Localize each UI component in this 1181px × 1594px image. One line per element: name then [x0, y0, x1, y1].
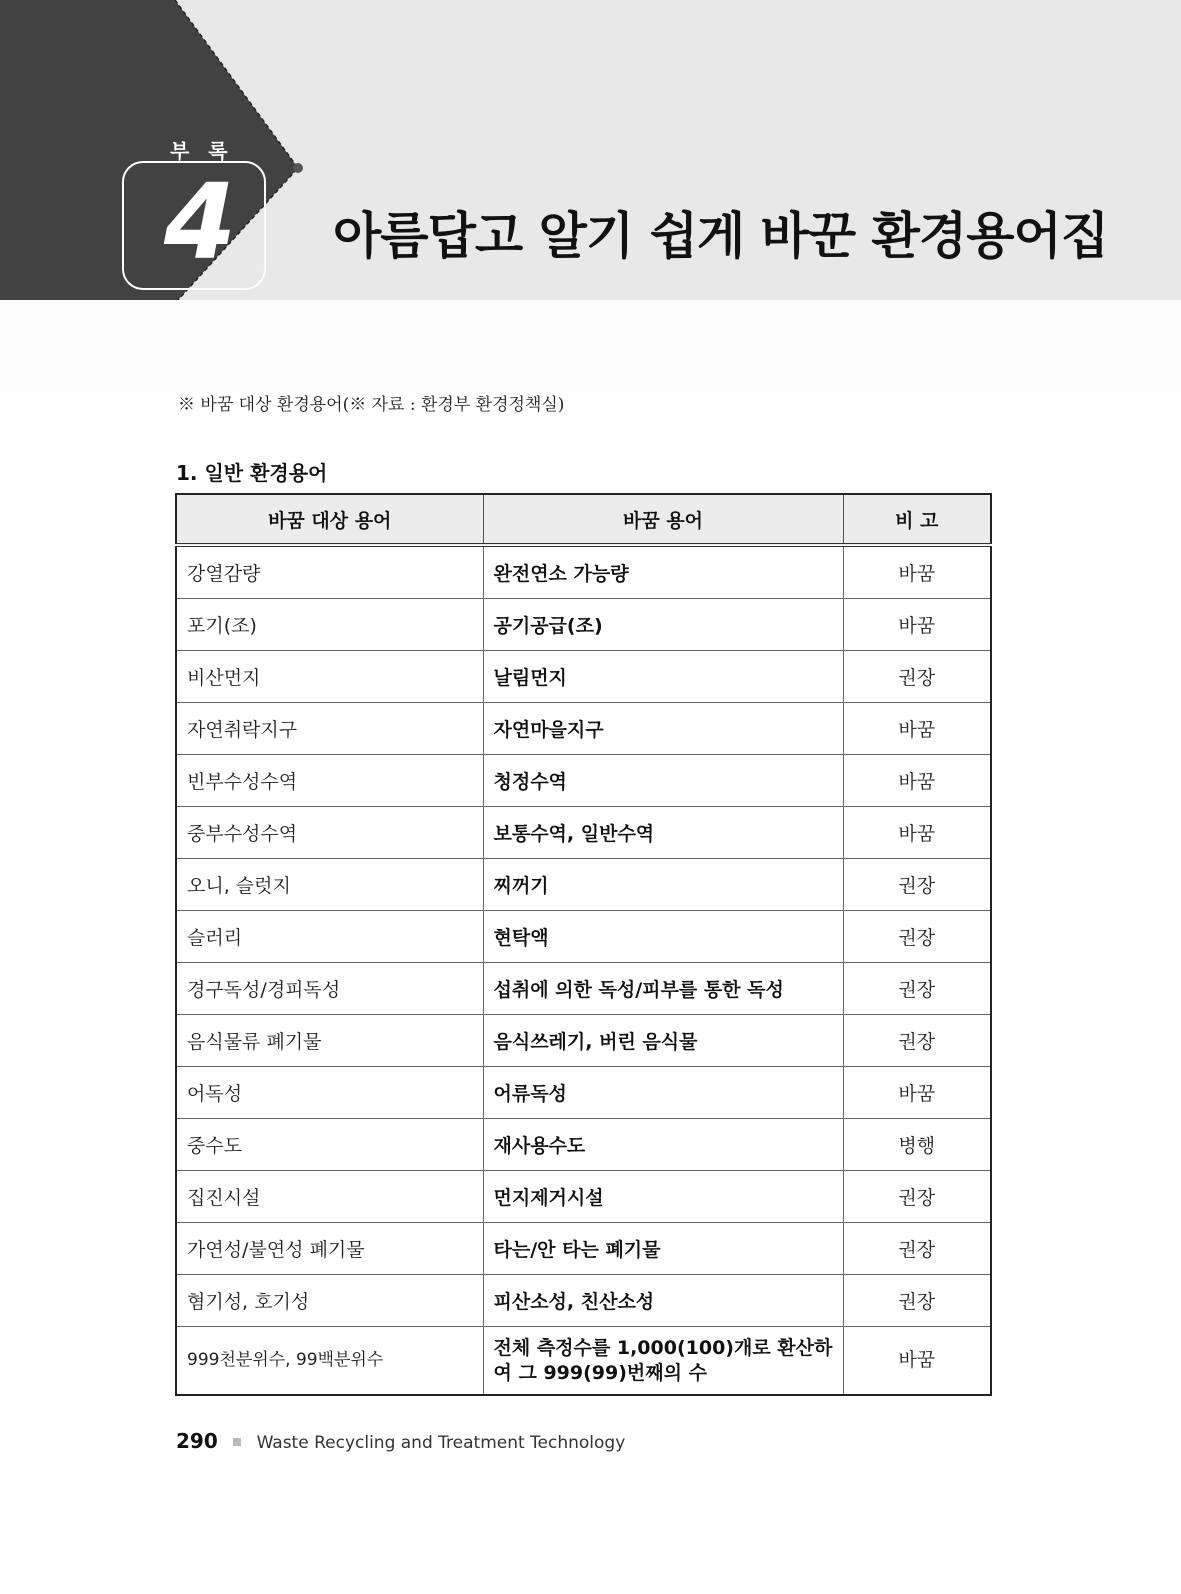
original-term: 중부수성수역: [176, 807, 483, 859]
original-term: 포기(조): [176, 599, 483, 651]
replacement-term: 날림먼지: [483, 651, 843, 703]
note-cell: 바꿈: [843, 703, 991, 755]
replacement-term: 재사용수도: [483, 1119, 843, 1171]
note-cell: 바꿈: [843, 807, 991, 859]
section-heading: 1. 일반 환경용어: [176, 461, 328, 485]
note-cell: 권장: [843, 651, 991, 703]
note-cell: 바꿈: [843, 1067, 991, 1119]
replacement-term: 먼지제거시설: [483, 1171, 843, 1223]
chapter-badge-graphic: [0, 0, 310, 300]
note-cell: 바꿈: [843, 599, 991, 651]
table-header-row: [176, 494, 991, 545]
note-cell: 권장: [843, 859, 991, 911]
replacement-term: 어류독성: [483, 1067, 843, 1119]
replacement-term: 공기공급(조): [483, 599, 843, 651]
original-term: 가연성/불연성 폐기물: [176, 1223, 483, 1275]
table-row: [176, 1275, 991, 1327]
table-row: [176, 545, 991, 599]
appendix-label: 부 록: [170, 139, 234, 163]
table-row: [176, 807, 991, 859]
note-cell: 바꿈: [843, 545, 991, 599]
table-row: [176, 599, 991, 651]
table-row: [176, 963, 991, 1015]
original-term: 오니, 슬럿지: [176, 859, 483, 911]
table-row: [176, 1327, 991, 1396]
table-row: [176, 703, 991, 755]
replacement-term: 음식쓰레기, 버린 음식물: [483, 1015, 843, 1067]
table-row: [176, 1067, 991, 1119]
note-cell: 권장: [843, 1223, 991, 1275]
original-term: 어독성: [176, 1067, 483, 1119]
original-term: 음식물류 폐기물: [176, 1015, 483, 1067]
source-note: ※ 바꿈 대상 환경용어(※ 자료 : 환경부 환경정책실): [178, 395, 565, 415]
table-row: [176, 1223, 991, 1275]
column-header-replacement: 바꿈 용어: [483, 494, 843, 545]
header-lower-band: [0, 300, 1181, 392]
book-title: Waste Recycling and Treatment Technology: [256, 1433, 626, 1453]
note-cell: 권장: [843, 963, 991, 1015]
chapter-number: 4: [163, 161, 237, 283]
original-term: 비산먼지: [176, 651, 483, 703]
replacement-term: 전체 측정수를 1,000(100)개로 환산하여 그 999(99)번째의 수: [483, 1327, 843, 1396]
table-row: [176, 755, 991, 807]
replacement-term: 섭취에 의한 독성/피부를 통한 독성: [483, 963, 843, 1015]
note-cell: 권장: [843, 1275, 991, 1327]
note-cell: 병행: [843, 1119, 991, 1171]
page-title: 아름답고 알기 쉽게 바꾼 환경용어집: [333, 207, 1109, 265]
original-term: 999천분위수, 99백분위수: [176, 1327, 483, 1396]
replacement-term: 완전연소 가능량: [483, 545, 843, 599]
table-row: [176, 1015, 991, 1067]
original-term: 슬러리: [176, 911, 483, 963]
replacement-term: 찌꺼기: [483, 859, 843, 911]
replacement-term: 타는/안 타는 폐기물: [483, 1223, 843, 1275]
table-row: [176, 651, 991, 703]
note-cell: 바꿈: [843, 755, 991, 807]
note-cell: 권장: [843, 1015, 991, 1067]
table-row: [176, 911, 991, 963]
original-term: 빈부수성수역: [176, 755, 483, 807]
page-footer: [176, 1429, 625, 1453]
note-cell: 바꿈: [843, 1327, 991, 1396]
original-term: 자연취락지구: [176, 703, 483, 755]
replacement-term: 현탁액: [483, 911, 843, 963]
table-row: [176, 859, 991, 911]
terminology-table: [175, 493, 992, 1396]
replacement-term: 피산소성, 친산소성: [483, 1275, 843, 1327]
replacement-term: 자연마을지구: [483, 703, 843, 755]
note-cell: 권장: [843, 1171, 991, 1223]
original-term: 혐기성, 호기성: [176, 1275, 483, 1327]
original-term: 경구독성/경피독성: [176, 963, 483, 1015]
column-header-original: 바꿈 대상 용어: [176, 494, 483, 545]
note-cell: 권장: [843, 911, 991, 963]
original-term: 강열감량: [176, 545, 483, 599]
table-row: [176, 1171, 991, 1223]
footer-separator: [233, 1438, 241, 1446]
page-number: 290: [176, 1429, 218, 1453]
original-term: 중수도: [176, 1119, 483, 1171]
replacement-term: 보통수역, 일반수역: [483, 807, 843, 859]
column-header-note: 비 고: [843, 494, 991, 545]
replacement-term: 청정수역: [483, 755, 843, 807]
table-row: [176, 1119, 991, 1171]
original-term: 집진시설: [176, 1171, 483, 1223]
